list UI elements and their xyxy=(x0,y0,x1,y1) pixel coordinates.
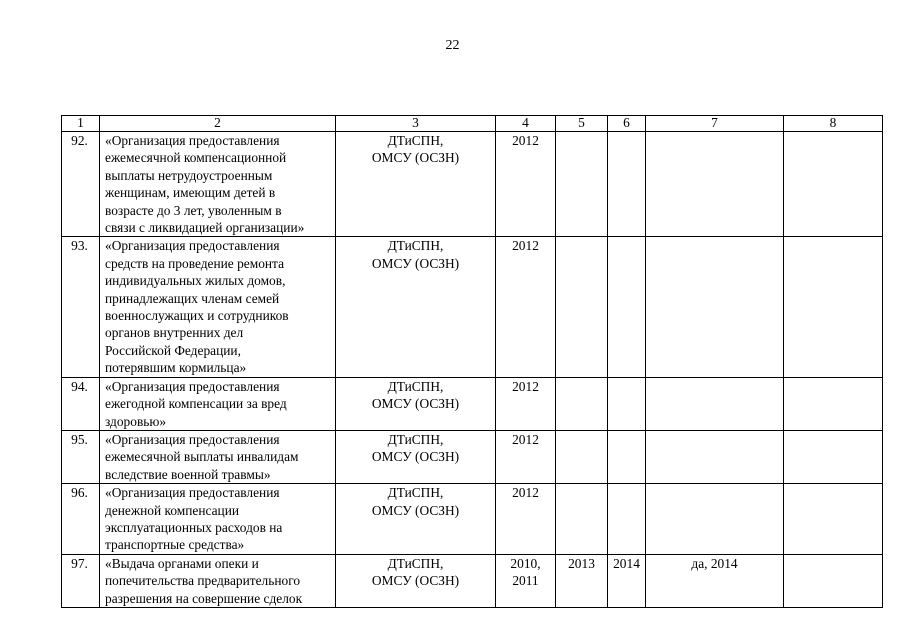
header-cell-3: 3 xyxy=(336,116,496,132)
row-number: 96. xyxy=(62,484,100,555)
header-cell-2: 2 xyxy=(100,116,336,132)
service-name: «Организация предоставления средств на проведение ремонта индивидуальных жилых домов, принадлежащих членам семей военнослужащих и сотрудников органов внутренних дел Российской Федерации, потерявшим кормильца» xyxy=(100,237,336,377)
cell-col7 xyxy=(646,237,784,377)
row-number: 95. xyxy=(62,430,100,483)
service-name: «Выдача органами опеки и попечительства предварительного разрешения на совершение сделок xyxy=(100,554,336,607)
cell-col4: 2012 xyxy=(496,430,556,483)
cell-col7 xyxy=(646,377,784,430)
cell-col7 xyxy=(646,484,784,555)
cell-col6 xyxy=(608,132,646,237)
cell-col8 xyxy=(784,554,883,607)
cell-col5 xyxy=(556,484,608,555)
cell-col5 xyxy=(556,132,608,237)
executor: ДТиСПН, ОМСУ (ОСЗН) xyxy=(336,430,496,483)
executor: ДТиСПН, ОМСУ (ОСЗН) xyxy=(336,554,496,607)
table-row xyxy=(62,237,883,377)
cell-col6 xyxy=(608,430,646,483)
table-row xyxy=(62,554,883,607)
executor: ДТиСПН, ОМСУ (ОСЗН) xyxy=(336,377,496,430)
cell-col7 xyxy=(646,132,784,237)
row-number: 93. xyxy=(62,237,100,377)
cell-col7: да, 2014 xyxy=(646,554,784,607)
services-table xyxy=(61,115,883,608)
table-body xyxy=(62,116,883,608)
cell-col4: 2012 xyxy=(496,132,556,237)
cell-col5 xyxy=(556,377,608,430)
table-row xyxy=(62,484,883,555)
row-number: 92. xyxy=(62,132,100,237)
cell-col4: 2012 xyxy=(496,484,556,555)
service-name: «Организация предоставления ежемесячной компенсационной выплаты нетрудоустроенным женщинам, имеющим детей в возрасте до 3 лет, уволенным в связи с ликвидацией организации» xyxy=(100,132,336,237)
header-cell-1: 1 xyxy=(62,116,100,132)
cell-col8 xyxy=(784,484,883,555)
header-cell-4: 4 xyxy=(496,116,556,132)
cell-col6 xyxy=(608,237,646,377)
service-name: «Организация предоставления денежной компенсации эксплуатационных расходов на транспортные средства» xyxy=(100,484,336,555)
cell-col7 xyxy=(646,430,784,483)
cell-col4: 2012 xyxy=(496,237,556,377)
cell-col5 xyxy=(556,430,608,483)
cell-col5: 2013 xyxy=(556,554,608,607)
cell-col8 xyxy=(784,377,883,430)
table-row xyxy=(62,377,883,430)
cell-col6 xyxy=(608,377,646,430)
row-number: 97. xyxy=(62,554,100,607)
table-row xyxy=(62,430,883,483)
cell-col6: 2014 xyxy=(608,554,646,607)
table-row xyxy=(62,132,883,237)
header-cell-5: 5 xyxy=(556,116,608,132)
header-row xyxy=(62,116,883,132)
cell-col4: 2010, 2011 xyxy=(496,554,556,607)
cell-col6 xyxy=(608,484,646,555)
row-number: 94. xyxy=(62,377,100,430)
header-cell-6: 6 xyxy=(608,116,646,132)
cell-col5 xyxy=(556,237,608,377)
cell-col8 xyxy=(784,430,883,483)
header-cell-8: 8 xyxy=(784,116,883,132)
executor: ДТиСПН, ОМСУ (ОСЗН) xyxy=(336,484,496,555)
service-name: «Организация предоставления ежемесячной выплаты инвалидам вследствие военной травмы» xyxy=(100,430,336,483)
header-cell-7: 7 xyxy=(646,116,784,132)
executor: ДТиСПН, ОМСУ (ОСЗН) xyxy=(336,132,496,237)
cell-col4: 2012 xyxy=(496,377,556,430)
page-number: 22 xyxy=(445,38,460,53)
service-name: «Организация предоставления ежегодной компенсации за вред здоровью» xyxy=(100,377,336,430)
cell-col8 xyxy=(784,237,883,377)
cell-col8 xyxy=(784,132,883,237)
executor: ДТиСПН, ОМСУ (ОСЗН) xyxy=(336,237,496,377)
